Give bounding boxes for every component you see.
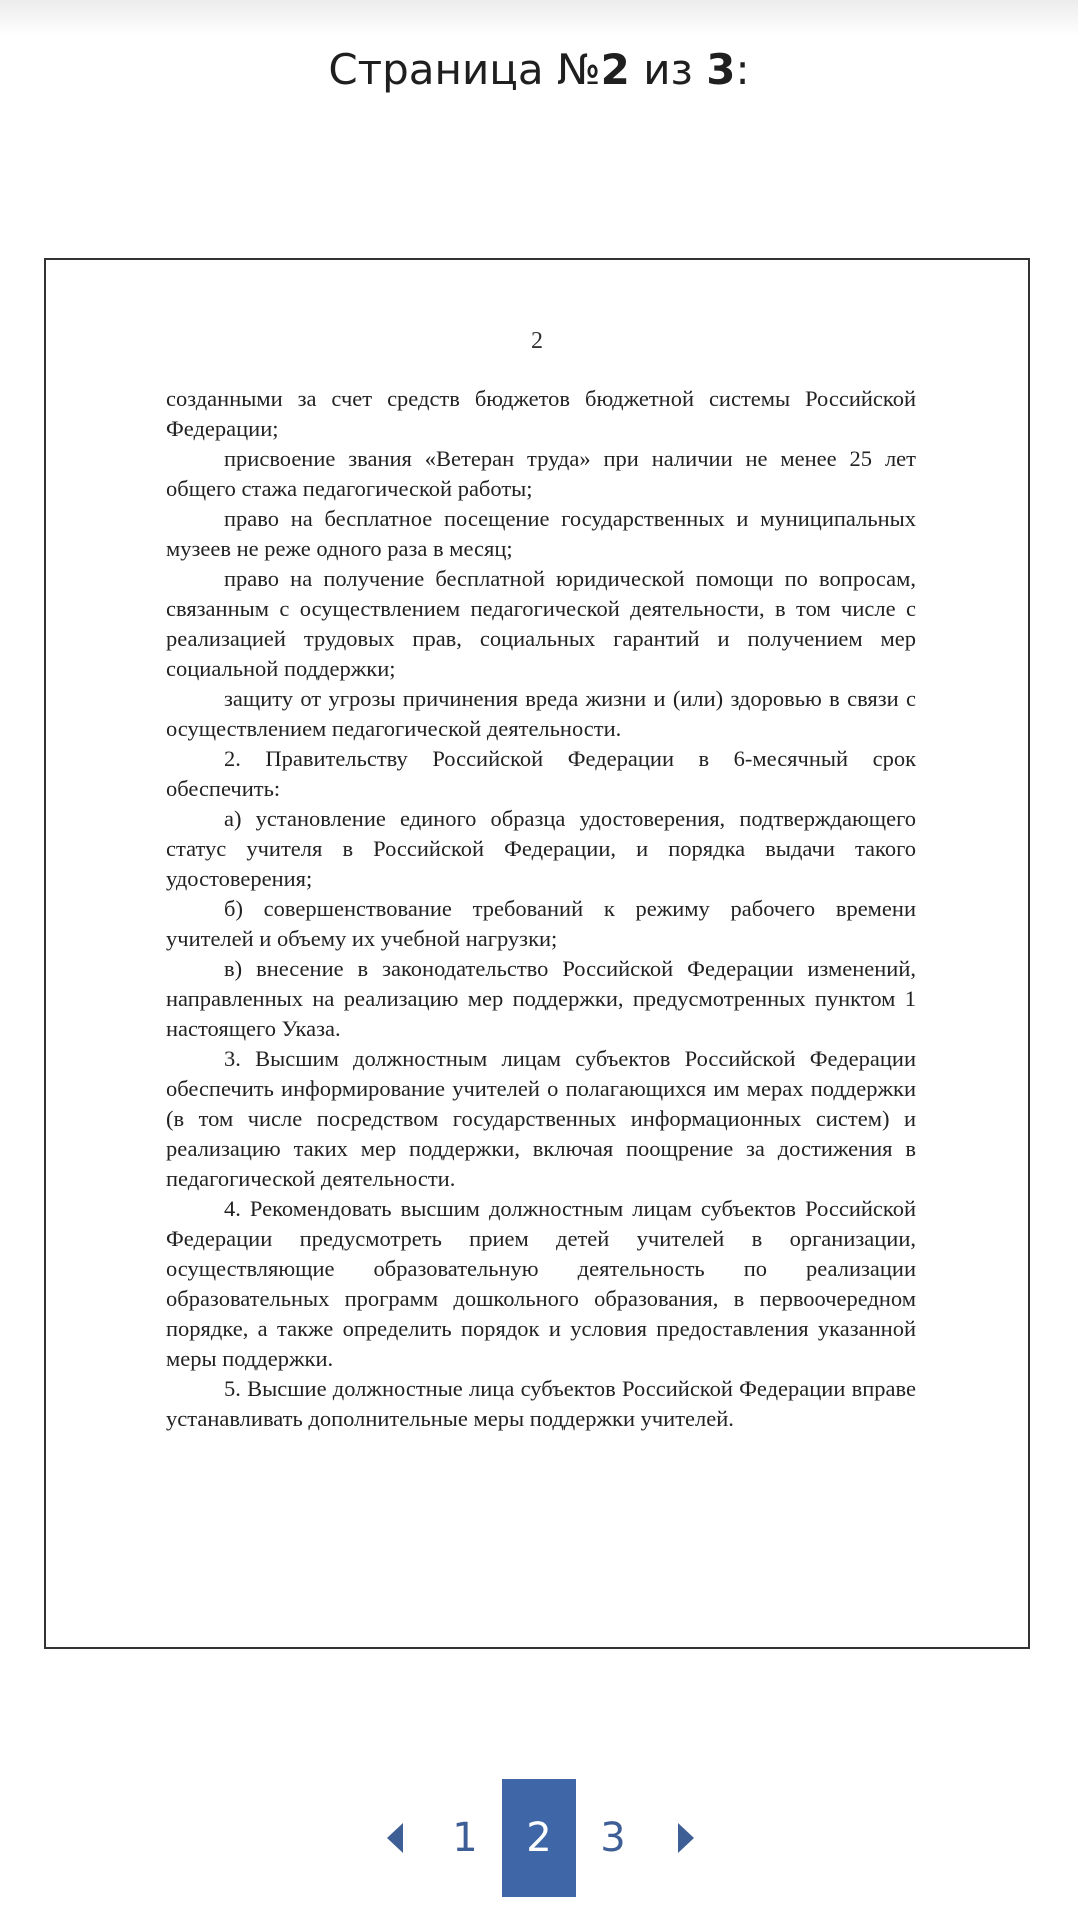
top-shadow <box>0 0 1078 36</box>
page-title-current: 2 <box>600 45 630 94</box>
document-page <box>44 258 1030 1649</box>
page-title-total: 3 <box>706 45 736 94</box>
page-link-1[interactable]: 1 <box>452 1815 478 1861</box>
document-page-number: 2 <box>531 328 543 354</box>
document-paragraph: созданными за счет средств бюджетов бюджетной системы Российской Федерации; <box>166 386 916 441</box>
document-paragraph: право на бесплатное посещение государственных и муниципальных музеев не реже одного раза в месяц; <box>166 506 916 561</box>
document-paragraph: 4. Рекомендовать высшим должностным лицам субъектов Российской Федерации предусмотреть прием детей учителей в организации, осуществляющие образовательную деятельность по реализации образовательных программ дошкольного образования, в первоочередном порядке, а также определить порядок и условия предоставления указанной меры поддержки. <box>166 1196 916 1371</box>
page-title-middle: из <box>629 45 707 94</box>
chevron-left-icon[interactable] <box>387 1823 403 1853</box>
document-paragraph: 2. Правительству Российской Федерации в 6-месячный срок обеспечить: <box>166 746 916 801</box>
document-body <box>166 384 916 1434</box>
pagination <box>0 1779 1078 1897</box>
document-paragraph: в) внесение в законодательство Российской Федерации изменений, направленных на реализацию мер поддержки, предусмотренных пунктом 1 настоящего Указа. <box>166 956 916 1041</box>
document-paragraph: защиту от угрозы причинения вреда жизни и (или) здоровью в связи с осуществлением педагогической деятельности. <box>166 686 916 741</box>
document-paragraph: 5. Высшие должностные лица субъектов Российской Федерации вправе устанавливать дополнительные меры поддержки учителей. <box>166 1376 916 1431</box>
document-paragraph: право на получение бесплатной юридической помощи по вопросам, связанным с осуществлением педагогической деятельности, в том числе с реализацией трудовых прав, социальных гарантий и получением мер социальной поддержки; <box>166 566 916 681</box>
page-title-prefix: Страница № <box>328 45 601 94</box>
page-title <box>0 42 1078 98</box>
document-paragraph: 3. Высшим должностным лицам субъектов Российской Федерации обеспечить информирование учителей о полагающихся им мерах поддержки (в том числе посредством государственных информационных систем) и реализацию таких мер поддержки, включая поощрение за достижения в педагогической деятельности. <box>166 1046 916 1191</box>
page-link-2-active[interactable]: 2 <box>502 1779 576 1897</box>
document-paragraph: б) совершенствование требований к режиму рабочего времени учителей и объему их учебной нагрузки; <box>166 896 916 951</box>
page-link-3[interactable]: 3 <box>600 1815 626 1861</box>
document-paragraph: а) установление единого образца удостоверения, подтверждающего статус учителя в Российской Федерации, и порядка выдачи такого удостоверения; <box>166 806 916 891</box>
chevron-right-icon[interactable] <box>678 1823 694 1853</box>
document-paragraph: присвоение звания «Ветеран труда» при наличии не менее 25 лет общего стажа педагогической работы; <box>166 446 916 501</box>
page-title-suffix: : <box>735 45 750 94</box>
